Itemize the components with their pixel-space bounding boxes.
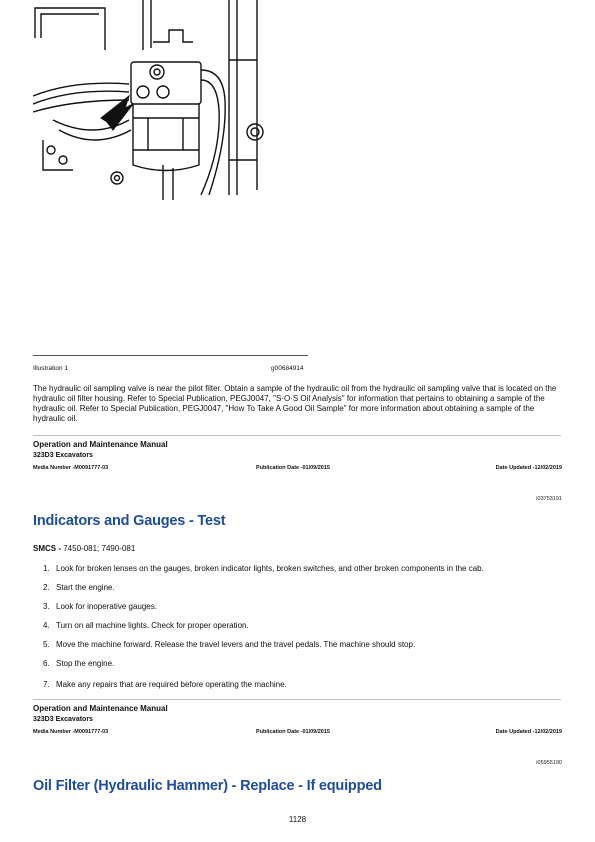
doc-id: i05955190 [536,760,562,766]
section-heading: Indicators and Gauges - Test [33,513,226,529]
date-updated: Date Updated -12/02/2019 [495,729,562,735]
media-number: Media Number -M0091777-03 [33,465,109,471]
manual-model: 323D3 Excavators [33,452,93,459]
page-number: 1128 [288,815,307,824]
list-item: 7. Make any repairs that are required before operating the machine. [43,680,287,689]
smcs-line [33,544,135,553]
list-item: 2. Start the engine. [43,583,115,592]
list-item: 5. Move the machine forward. Release the travel levers and the travel pedals. The machine should stop. [43,640,416,649]
smcs-codes: 7450-081; 7490-081 [63,544,136,553]
illustration-label: Illustration 1 [33,365,69,372]
body-paragraph: The hydraulic oil sampling valve is near the pilot filter. Obtain a sample of the hydraulic oil from the hydraulic oil sampling valve that is located on the hydraulic oil filter housing. Refer to Special Publication, PEGJ0047, "S·O·S Oil Analysis" for information that pertains to obtaining a sample of the hydraulic oil. Refer to Special Publication, PEGJ0047, "How To Take A Good Oil Sample" for more information about obtaining a sample of the hydraulic oil. [33,384,557,423]
publication-date: Publication Date -01/09/2015 [256,465,330,471]
illustration-id: g00684914 [271,365,304,372]
date-updated: Date Updated -12/02/2019 [495,465,562,471]
divider [33,435,561,436]
smcs-label: SMCS - [33,544,61,553]
manual-title: Operation and Maintenance Manual [33,704,168,713]
hydraulic-filter-illustration [33,0,283,205]
section-heading: Oil Filter (Hydraulic Hammer) - Replace - If equipped [33,778,382,794]
list-item: 6. Stop the engine. [43,659,115,668]
divider [33,699,561,700]
list-item: 4. Turn on all machine lights. Check for proper operation. [43,621,249,630]
doc-id: i03753191 [536,496,562,502]
publication-date: Publication Date -01/09/2015 [256,729,330,735]
media-number: Media Number -M0091777-03 [33,729,109,735]
manual-model: 323D3 Excavators [33,716,93,723]
illustration-rule [33,355,308,356]
list-item: 3. Look for inoperative gauges. [43,602,157,611]
list-item: 1. Look for broken lenses on the gauges, broken indicator lights, broken switches, and other broken components in the cab. [43,564,484,573]
manual-title: Operation and Maintenance Manual [33,440,168,449]
